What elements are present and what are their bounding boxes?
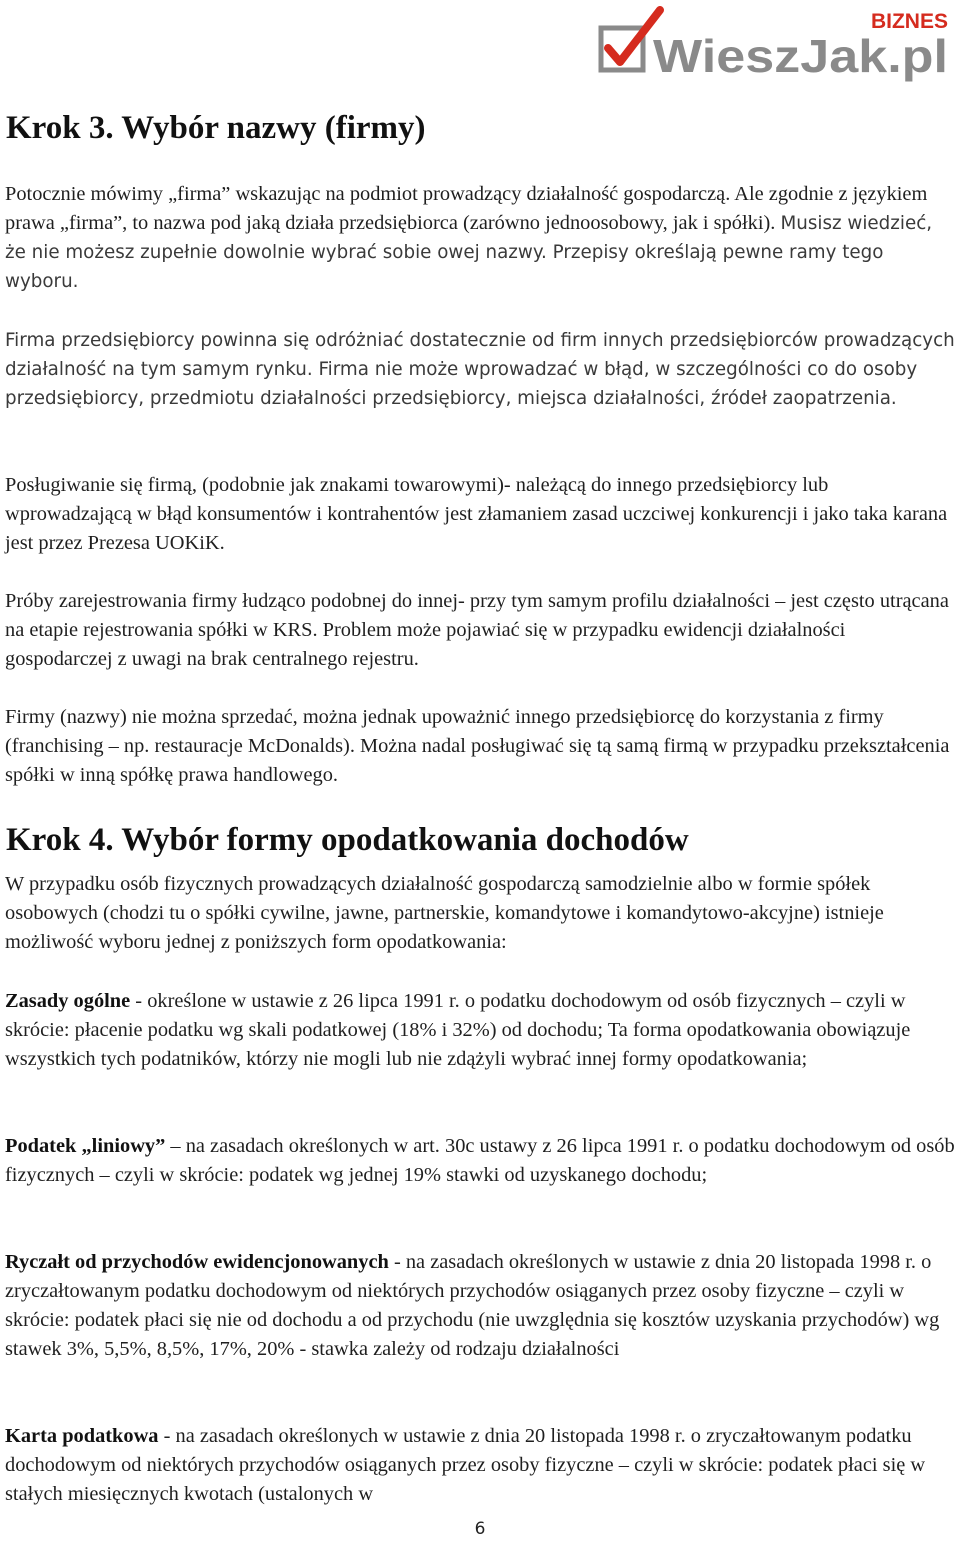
- tax-option-zasady-ogolne: [5, 987, 955, 1074]
- paragraph-text-serif: Potocznie mówimy „firma” wskazując na podmiot prowadzący działalność gospodarczą. Ale zgodnie z językiem prawa „firma”, to nazwa pod jaką działa przedsiębiorca (zarówno jednoosobowy, jak i spółki).: [5, 183, 928, 234]
- tax-option-term: Ryczałt od przychodów ewidencjonowanych: [5, 1251, 389, 1273]
- tax-option-description: - określone w ustawie z 26 lipca 1991 r. o podatku dochodowym od osób fizycznych – czyli w skrócie: płacenie podatku wg skali podatkowej (18% i 32%) od dochodu; Ta forma opodatkowania obowiązuje wszystkich tych podatników, którzy nie mogli lub nie zdążyli wybrać innej formy opodatkowania;: [5, 990, 911, 1070]
- paragraph-firma-rules: Firma przedsiębiorcy powinna się odróżniać dostatecznie od firm innych przedsiębiorców prowadzących działalność na tym samym rynku. Firma nie może wprowadzać w błąd, w szczególności co do osoby przedsiębiorcy, przedmiotu działalności przedsiębiorcy, miejsca działalności, źródeł zaopatrzenia.: [5, 330, 955, 409]
- tax-option-karta-podatkowa: [5, 1422, 955, 1509]
- logo-badge: BIZNES: [870, 10, 948, 33]
- tax-option-podatek-liniowy: [5, 1132, 955, 1190]
- paragraph-text-sans: Musisz wiedzieć, że nie możesz zupełnie dowolnie wybrać sobie owej nazwy. Przepisy określają pewne ramy tego wyboru.: [5, 213, 933, 292]
- tax-option-description: - na zasadach określonych w ustawie z dnia 20 listopada 1998 r. o zryczałtowanym podatku dochodowym od niektórych przychodów osiąganych przez osoby fizyczne – czyli w skrócie: podatek płaci się nie od dochodu a od przychodu (nie uwzględnia się kosztów uzyskania przychodów) wg stawek 3%, 5,5%, 8,5%, 17%, 20% - stawka zależy od rodzaju działalności: [5, 1251, 940, 1360]
- tax-option-ryczalt: [5, 1248, 955, 1364]
- paragraph-franchising: Firmy (nazwy) nie można sprzedać, można jednak upoważnić innego przedsiębiorcę do korzystania z firmy (franchising – np. restauracje McDonalds). Można nadal posługiwać się tą samą firmą w przypadku przekształcenia spółki w inną spółkę prawa handlowego.: [5, 706, 950, 786]
- paragraph-krs: Próby zarejestrowania firmy łudząco podobnej do innej- przy tym samym profilu działalności – jest często utrącana na etapie rejestrowania spółki w KRS. Problem może pojawiać się w przypadku ewidencji działalności gospodarczej z uwagi na brak centralnego rejestru.: [5, 590, 949, 670]
- paragraph-uokik: Posługiwanie się firmą, (podobnie jak znakami towarowymi)- należącą do innego przedsiębiorcy lub wprowadzającą w błąd konsumentów i kontrahentów jest złamaniem zasad uczciwej konkurencji i jako taka karana jest przez Prezesa UOKiK.: [5, 474, 948, 554]
- section-heading-krok-3: Krok 3. Wybór nazwy (firmy): [6, 110, 426, 146]
- brand-logo: [598, 6, 954, 82]
- paragraph-firma-intro: [5, 180, 955, 296]
- section-heading-krok-4: Krok 4. Wybór formy opodatkowania dochodów: [6, 822, 689, 858]
- tax-option-term: Podatek „liniowy”: [5, 1135, 166, 1157]
- tax-option-description: – na zasadach określonych w art. 30c ustawy z 26 lipca 1991 r. o podatku dochodowym od osób fizycznych – czyli w skrócie: podatek wg jednej 19% stawki od uzyskanego dochodu;: [5, 1135, 955, 1186]
- logo-wordmark: WieszJak.pl: [653, 30, 948, 82]
- tax-option-term: Zasady ogólne: [5, 990, 131, 1012]
- page-number: 6: [474, 1519, 486, 1539]
- tax-option-term: Karta podatkowa: [5, 1425, 159, 1447]
- tax-option-description: - na zasadach określonych w ustawie z dnia 20 listopada 1998 r. o zryczałtowanym podatku dochodowym od niektórych przychodów osiąganych przez osoby fizyczne – czyli w skrócie: podatek płaci się w stałych miesięcznych kwotach (ustalonych w: [5, 1425, 926, 1505]
- paragraph-tax-intro: W przypadku osób fizycznych prowadzących działalność gospodarczą samodzielnie albo w formie spółek osobowych (chodzi tu o spółki cywilne, jawne, partnerskie, komandytowe i komandytowo-akcyjne) istnieje możliwość wyboru jednej z poniższych form opodatkowania:: [5, 873, 884, 953]
- checkbox-check-icon: [601, 10, 660, 70]
